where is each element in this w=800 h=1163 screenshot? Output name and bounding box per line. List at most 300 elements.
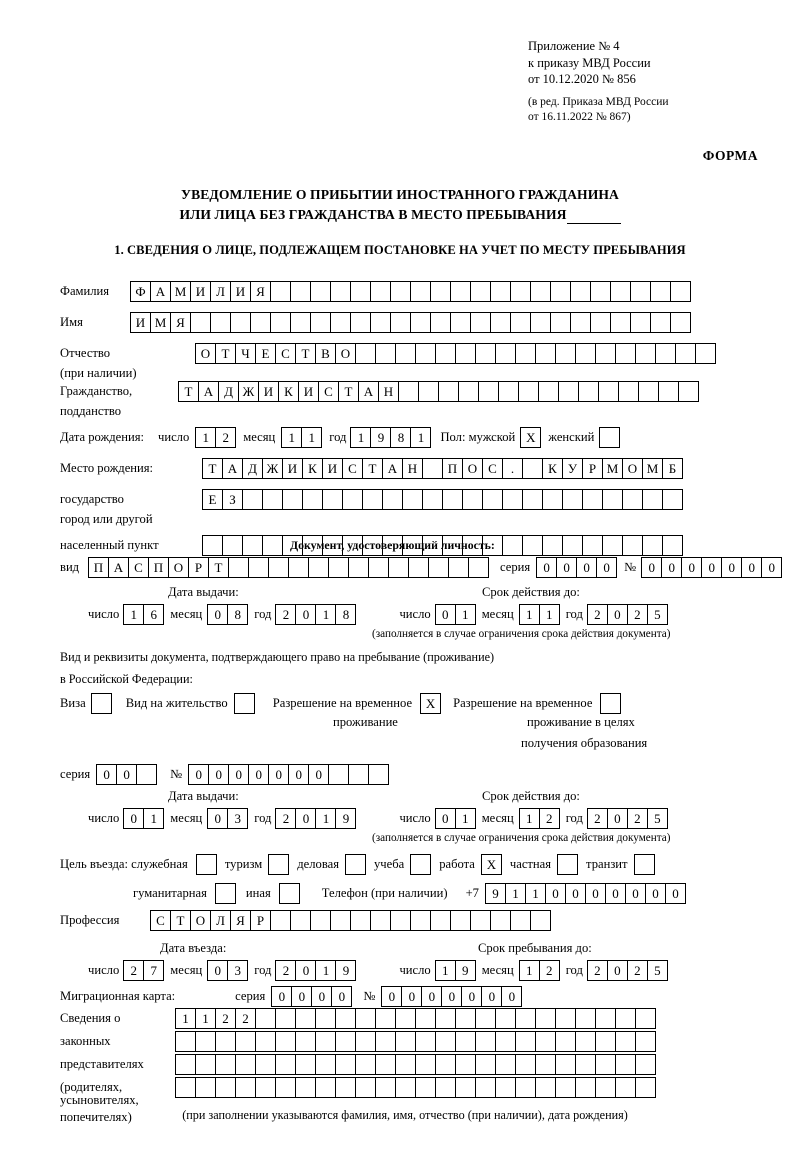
char-cell[interactable]: 2 (587, 960, 608, 981)
char-cell[interactable]: Н (402, 458, 423, 479)
char-cell[interactable] (362, 489, 383, 510)
char-cell[interactable] (215, 1031, 236, 1052)
char-cell[interactable] (458, 381, 479, 402)
char-cell[interactable]: О (195, 343, 216, 364)
char-cell[interactable] (495, 1077, 516, 1098)
char-cell[interactable]: 0 (761, 557, 782, 578)
char-cell[interactable] (535, 1077, 556, 1098)
char-cell[interactable]: 0 (596, 557, 617, 578)
char-cell[interactable]: А (358, 381, 379, 402)
purpose-service-checkbox[interactable] (196, 854, 217, 875)
char-cell[interactable] (175, 1054, 196, 1075)
char-cell[interactable] (395, 1031, 416, 1052)
char-cell[interactable] (475, 1077, 496, 1098)
char-cell[interactable] (555, 1008, 576, 1029)
char-cell[interactable] (555, 1077, 576, 1098)
char-cell[interactable] (228, 557, 249, 578)
char-cell[interactable] (630, 312, 651, 333)
char-cell[interactable]: 1 (315, 960, 336, 981)
document-series-input[interactable] (536, 557, 616, 578)
purpose-business-checkbox[interactable] (345, 854, 366, 875)
char-cell[interactable]: О (168, 557, 189, 578)
visa-checkbox[interactable] (91, 693, 112, 714)
char-cell[interactable] (230, 312, 251, 333)
char-cell[interactable] (195, 1031, 216, 1052)
char-cell[interactable]: 5 (647, 604, 668, 625)
legal-rep-input-2[interactable] (175, 1031, 655, 1052)
char-cell[interactable] (410, 910, 431, 931)
char-cell[interactable]: 2 (235, 1008, 256, 1029)
char-cell[interactable]: 9 (370, 427, 391, 448)
char-cell[interactable] (242, 535, 263, 556)
char-cell[interactable] (582, 535, 603, 556)
char-cell[interactable] (555, 343, 576, 364)
name-input[interactable] (130, 312, 690, 333)
char-cell[interactable] (558, 381, 579, 402)
char-cell[interactable] (535, 1031, 556, 1052)
char-cell[interactable] (450, 312, 471, 333)
valid-year-input[interactable] (587, 604, 667, 625)
char-cell[interactable]: Ч (235, 343, 256, 364)
char-cell[interactable] (368, 764, 389, 785)
stay-year-input[interactable] (587, 960, 667, 981)
char-cell[interactable] (375, 1077, 396, 1098)
char-cell[interactable] (215, 1054, 236, 1075)
char-cell[interactable] (615, 1031, 636, 1052)
char-cell[interactable] (595, 1008, 616, 1029)
char-cell[interactable]: 1 (175, 1008, 196, 1029)
char-cell[interactable] (410, 312, 431, 333)
char-cell[interactable] (348, 764, 369, 785)
char-cell[interactable]: М (170, 281, 191, 302)
char-cell[interactable]: 0 (641, 557, 662, 578)
char-cell[interactable]: К (278, 381, 299, 402)
char-cell[interactable] (470, 281, 491, 302)
char-cell[interactable]: 0 (665, 883, 686, 904)
permit-valid-day-input[interactable] (435, 808, 475, 829)
char-cell[interactable]: 1 (519, 808, 540, 829)
char-cell[interactable] (535, 1008, 556, 1029)
char-cell[interactable] (670, 312, 691, 333)
char-cell[interactable] (330, 281, 351, 302)
char-cell[interactable]: 0 (501, 986, 522, 1007)
char-cell[interactable] (328, 764, 349, 785)
char-cell[interactable] (655, 343, 676, 364)
char-cell[interactable] (590, 281, 611, 302)
valid-day-input[interactable] (435, 604, 475, 625)
char-cell[interactable]: 2 (123, 960, 144, 981)
sex-female-checkbox[interactable] (599, 427, 620, 448)
char-cell[interactable] (275, 1031, 296, 1052)
char-cell[interactable] (542, 489, 563, 510)
char-cell[interactable] (582, 489, 603, 510)
char-cell[interactable] (315, 1031, 336, 1052)
char-cell[interactable] (622, 489, 643, 510)
char-cell[interactable] (295, 1031, 316, 1052)
permit-issue-day-input[interactable] (123, 808, 163, 829)
char-cell[interactable]: 0 (576, 557, 597, 578)
char-cell[interactable]: 0 (481, 986, 502, 1007)
char-cell[interactable]: Л (210, 281, 231, 302)
char-cell[interactable] (530, 312, 551, 333)
char-cell[interactable] (550, 312, 571, 333)
char-cell[interactable] (355, 1031, 376, 1052)
char-cell[interactable] (310, 281, 331, 302)
char-cell[interactable]: Ф (130, 281, 151, 302)
char-cell[interactable]: Р (582, 458, 603, 479)
issue-year-input[interactable] (275, 604, 355, 625)
temp-residence-edu-checkbox[interactable] (600, 693, 621, 714)
char-cell[interactable] (328, 557, 349, 578)
char-cell[interactable] (255, 1031, 276, 1052)
char-cell[interactable] (395, 1008, 416, 1029)
char-cell[interactable]: А (198, 381, 219, 402)
char-cell[interactable] (490, 312, 511, 333)
char-cell[interactable] (288, 557, 309, 578)
char-cell[interactable]: 1 (281, 427, 302, 448)
char-cell[interactable]: Л (210, 910, 231, 931)
char-cell[interactable] (370, 910, 391, 931)
issue-day-input[interactable] (123, 604, 163, 625)
char-cell[interactable] (510, 910, 531, 931)
char-cell[interactable] (255, 1008, 276, 1029)
char-cell[interactable]: 1 (143, 808, 164, 829)
char-cell[interactable] (678, 381, 699, 402)
char-cell[interactable] (502, 535, 523, 556)
migration-number-input[interactable] (381, 986, 521, 1007)
char-cell[interactable]: 9 (455, 960, 476, 981)
char-cell[interactable] (635, 343, 656, 364)
char-cell[interactable] (395, 1077, 416, 1098)
char-cell[interactable]: 0 (295, 604, 316, 625)
char-cell[interactable] (650, 312, 671, 333)
char-cell[interactable]: 0 (207, 808, 228, 829)
char-cell[interactable]: 1 (519, 960, 540, 981)
entry-year-input[interactable] (275, 960, 355, 981)
char-cell[interactable] (418, 381, 439, 402)
char-cell[interactable]: 2 (627, 960, 648, 981)
char-cell[interactable] (510, 281, 531, 302)
char-cell[interactable]: 2 (539, 960, 560, 981)
char-cell[interactable] (136, 764, 157, 785)
char-cell[interactable] (370, 312, 391, 333)
char-cell[interactable]: 0 (207, 960, 228, 981)
char-cell[interactable] (502, 489, 523, 510)
char-cell[interactable] (310, 910, 331, 931)
char-cell[interactable] (522, 489, 543, 510)
char-cell[interactable] (515, 1008, 536, 1029)
purpose-humanitarian-checkbox[interactable] (215, 883, 236, 904)
char-cell[interactable] (275, 1077, 296, 1098)
char-cell[interactable] (398, 381, 419, 402)
char-cell[interactable] (268, 557, 289, 578)
char-cell[interactable] (210, 312, 231, 333)
birthplace-input-line-1[interactable] (202, 458, 682, 479)
char-cell[interactable] (235, 1031, 256, 1052)
char-cell[interactable]: 0 (435, 808, 456, 829)
char-cell[interactable] (562, 535, 583, 556)
char-cell[interactable] (515, 1054, 536, 1075)
char-cell[interactable] (575, 1008, 596, 1029)
legal-rep-input-4[interactable] (175, 1077, 655, 1098)
char-cell[interactable] (435, 343, 456, 364)
char-cell[interactable]: 2 (539, 808, 560, 829)
char-cell[interactable] (455, 1054, 476, 1075)
char-cell[interactable] (350, 312, 371, 333)
char-cell[interactable]: Я (250, 281, 271, 302)
char-cell[interactable]: 0 (271, 986, 292, 1007)
document-number-input[interactable] (641, 557, 781, 578)
char-cell[interactable] (215, 1077, 236, 1098)
char-cell[interactable]: Е (255, 343, 276, 364)
char-cell[interactable] (515, 343, 536, 364)
char-cell[interactable] (658, 381, 679, 402)
char-cell[interactable] (442, 489, 463, 510)
char-cell[interactable] (470, 910, 491, 931)
entry-month-input[interactable] (207, 960, 247, 981)
char-cell[interactable]: С (342, 458, 363, 479)
document-kind-input[interactable] (88, 557, 488, 578)
char-cell[interactable] (530, 910, 551, 931)
char-cell[interactable] (555, 1031, 576, 1052)
char-cell[interactable]: И (130, 312, 151, 333)
char-cell[interactable] (478, 381, 499, 402)
purpose-study-checkbox[interactable] (410, 854, 431, 875)
char-cell[interactable] (490, 910, 511, 931)
char-cell[interactable]: О (462, 458, 483, 479)
char-cell[interactable] (495, 343, 516, 364)
char-cell[interactable] (422, 489, 443, 510)
char-cell[interactable]: 0 (288, 764, 309, 785)
char-cell[interactable] (575, 1077, 596, 1098)
permit-valid-month-input[interactable] (519, 808, 559, 829)
permit-series-input[interactable] (96, 764, 156, 785)
char-cell[interactable] (375, 1054, 396, 1075)
patronymic-input[interactable] (195, 343, 715, 364)
char-cell[interactable] (595, 1054, 616, 1075)
char-cell[interactable] (595, 343, 616, 364)
char-cell[interactable]: Н (378, 381, 399, 402)
char-cell[interactable]: 5 (647, 808, 668, 829)
char-cell[interactable] (610, 281, 631, 302)
char-cell[interactable]: 8 (390, 427, 411, 448)
char-cell[interactable]: 1 (195, 1008, 216, 1029)
char-cell[interactable]: 1 (350, 427, 371, 448)
char-cell[interactable]: А (108, 557, 129, 578)
permit-issue-month-input[interactable] (207, 808, 247, 829)
char-cell[interactable] (248, 557, 269, 578)
char-cell[interactable]: 0 (461, 986, 482, 1007)
char-cell[interactable]: Е (202, 489, 223, 510)
permit-issue-year-input[interactable] (275, 808, 355, 829)
char-cell[interactable]: П (88, 557, 109, 578)
char-cell[interactable]: М (642, 458, 663, 479)
char-cell[interactable]: 0 (228, 764, 249, 785)
sex-male-checkbox[interactable]: X (520, 427, 541, 448)
char-cell[interactable] (430, 910, 451, 931)
permit-valid-year-input[interactable] (587, 808, 667, 829)
phone-input[interactable] (485, 883, 685, 904)
char-cell[interactable]: 0 (208, 764, 229, 785)
char-cell[interactable]: 0 (605, 883, 626, 904)
char-cell[interactable]: С (318, 381, 339, 402)
char-cell[interactable] (435, 1077, 456, 1098)
char-cell[interactable] (322, 489, 343, 510)
char-cell[interactable]: Я (230, 910, 251, 931)
char-cell[interactable] (598, 381, 619, 402)
char-cell[interactable] (430, 312, 451, 333)
char-cell[interactable] (375, 343, 396, 364)
char-cell[interactable]: Р (188, 557, 209, 578)
char-cell[interactable] (302, 489, 323, 510)
char-cell[interactable] (535, 343, 556, 364)
purpose-transit-checkbox[interactable] (634, 854, 655, 875)
char-cell[interactable] (270, 910, 291, 931)
char-cell[interactable] (330, 312, 351, 333)
char-cell[interactable] (635, 1054, 656, 1075)
char-cell[interactable]: 0 (421, 986, 442, 1007)
char-cell[interactable] (235, 1077, 256, 1098)
char-cell[interactable] (335, 1054, 356, 1075)
valid-month-input[interactable] (519, 604, 559, 625)
char-cell[interactable] (402, 489, 423, 510)
char-cell[interactable]: К (302, 458, 323, 479)
char-cell[interactable] (368, 557, 389, 578)
char-cell[interactable] (375, 1008, 396, 1029)
citizenship-input[interactable] (178, 381, 698, 402)
purpose-private-checkbox[interactable] (557, 854, 578, 875)
char-cell[interactable]: О (622, 458, 643, 479)
char-cell[interactable]: Р (250, 910, 271, 931)
char-cell[interactable] (410, 281, 431, 302)
char-cell[interactable] (468, 557, 489, 578)
char-cell[interactable] (408, 557, 429, 578)
char-cell[interactable] (510, 312, 531, 333)
char-cell[interactable]: 1 (435, 960, 456, 981)
char-cell[interactable] (570, 312, 591, 333)
char-cell[interactable] (518, 381, 539, 402)
char-cell[interactable] (282, 489, 303, 510)
char-cell[interactable] (542, 535, 563, 556)
char-cell[interactable]: 7 (143, 960, 164, 981)
char-cell[interactable] (662, 489, 683, 510)
char-cell[interactable]: В (315, 343, 336, 364)
char-cell[interactable]: П (148, 557, 169, 578)
char-cell[interactable] (290, 312, 311, 333)
char-cell[interactable]: 8 (227, 604, 248, 625)
char-cell[interactable] (575, 1054, 596, 1075)
char-cell[interactable]: А (150, 281, 171, 302)
char-cell[interactable] (202, 535, 223, 556)
char-cell[interactable] (595, 1077, 616, 1098)
char-cell[interactable]: Т (178, 381, 199, 402)
char-cell[interactable] (675, 343, 696, 364)
char-cell[interactable] (375, 1031, 396, 1052)
char-cell[interactable]: 0 (331, 986, 352, 1007)
issue-month-input[interactable] (207, 604, 247, 625)
char-cell[interactable]: С (482, 458, 503, 479)
char-cell[interactable]: М (602, 458, 623, 479)
char-cell[interactable] (355, 1054, 376, 1075)
char-cell[interactable] (630, 281, 651, 302)
char-cell[interactable]: 3 (227, 960, 248, 981)
char-cell[interactable] (355, 1077, 376, 1098)
char-cell[interactable] (570, 281, 591, 302)
char-cell[interactable] (415, 1008, 436, 1029)
char-cell[interactable] (550, 281, 571, 302)
char-cell[interactable]: И (322, 458, 343, 479)
char-cell[interactable] (475, 343, 496, 364)
char-cell[interactable] (290, 281, 311, 302)
char-cell[interactable] (295, 1008, 316, 1029)
char-cell[interactable] (310, 312, 331, 333)
permit-number-input[interactable] (188, 764, 388, 785)
char-cell[interactable] (515, 1031, 536, 1052)
char-cell[interactable]: С (150, 910, 171, 931)
char-cell[interactable] (615, 1054, 636, 1075)
char-cell[interactable] (270, 312, 291, 333)
profession-input[interactable] (150, 910, 550, 931)
char-cell[interactable] (615, 343, 636, 364)
char-cell[interactable] (670, 281, 691, 302)
char-cell[interactable]: 2 (275, 604, 296, 625)
char-cell[interactable]: . (502, 458, 523, 479)
char-cell[interactable] (342, 489, 363, 510)
char-cell[interactable] (515, 1077, 536, 1098)
char-cell[interactable] (235, 1054, 256, 1075)
char-cell[interactable]: 0 (681, 557, 702, 578)
purpose-work-checkbox[interactable]: X (481, 854, 502, 875)
char-cell[interactable] (610, 312, 631, 333)
char-cell[interactable] (522, 458, 543, 479)
char-cell[interactable] (635, 1077, 656, 1098)
char-cell[interactable] (348, 557, 369, 578)
char-cell[interactable]: 9 (335, 960, 356, 981)
surname-input[interactable] (130, 281, 690, 302)
char-cell[interactable]: Д (218, 381, 239, 402)
char-cell[interactable] (438, 381, 459, 402)
char-cell[interactable]: 1 (315, 808, 336, 829)
char-cell[interactable] (382, 489, 403, 510)
char-cell[interactable] (435, 1031, 456, 1052)
char-cell[interactable]: 1 (301, 427, 322, 448)
char-cell[interactable] (535, 1054, 556, 1075)
char-cell[interactable]: 0 (607, 604, 628, 625)
char-cell[interactable]: 1 (505, 883, 526, 904)
char-cell[interactable]: 0 (308, 764, 329, 785)
char-cell[interactable]: Т (215, 343, 236, 364)
char-cell[interactable] (390, 281, 411, 302)
temp-residence-checkbox[interactable]: X (420, 693, 441, 714)
char-cell[interactable] (590, 312, 611, 333)
char-cell[interactable]: А (382, 458, 403, 479)
char-cell[interactable] (415, 1031, 436, 1052)
char-cell[interactable] (602, 535, 623, 556)
char-cell[interactable]: 0 (645, 883, 666, 904)
char-cell[interactable] (475, 1054, 496, 1075)
char-cell[interactable]: 0 (401, 986, 422, 1007)
char-cell[interactable]: П (442, 458, 463, 479)
char-cell[interactable]: И (190, 281, 211, 302)
char-cell[interactable]: 0 (607, 808, 628, 829)
char-cell[interactable]: Д (242, 458, 263, 479)
char-cell[interactable]: 0 (536, 557, 557, 578)
char-cell[interactable] (450, 910, 471, 931)
char-cell[interactable]: 0 (701, 557, 722, 578)
char-cell[interactable]: 9 (335, 808, 356, 829)
char-cell[interactable] (635, 1031, 656, 1052)
char-cell[interactable]: Т (202, 458, 223, 479)
